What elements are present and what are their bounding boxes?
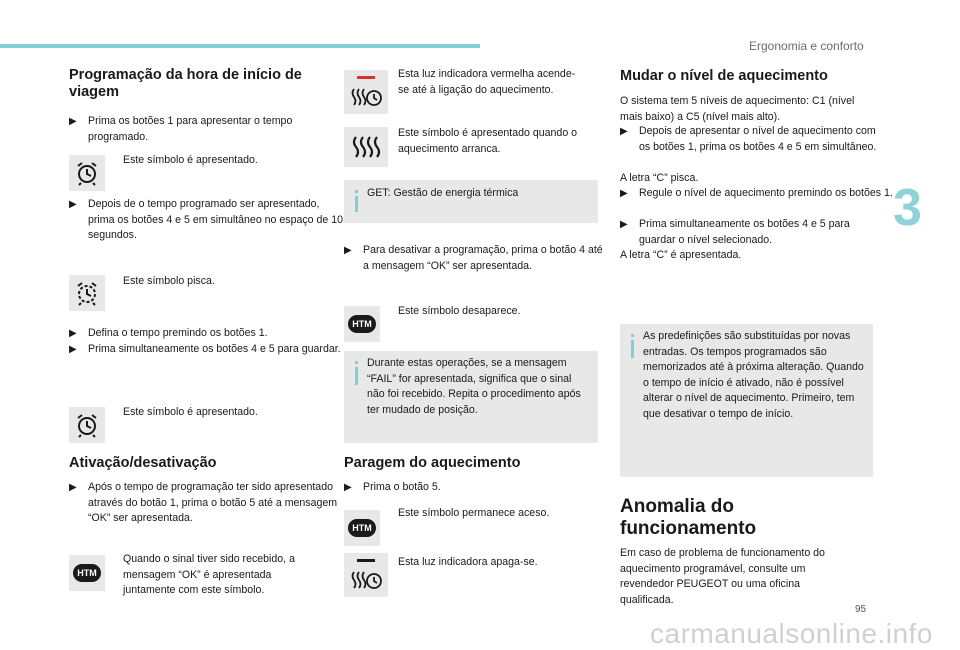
info-icon: [355, 367, 358, 385]
htm-icon: [344, 306, 380, 342]
heading-paragem: Paragem do aquecimento: [344, 455, 521, 471]
heating-waves-icon: [344, 127, 388, 167]
heading-programacao: Programação da hora de início de viagem: [69, 67, 302, 100]
heading-ativacao: Ativação/desativação: [69, 455, 217, 471]
clock-alarm-icon: [69, 407, 105, 443]
bullet-icon: ▶: [69, 199, 77, 210]
symbol-text-4: Quando o sinal tiver sido recebido, a mensagem “OK” é apresentada juntamente com este símbolo.: [123, 553, 295, 597]
bullet-icon: ▶: [620, 126, 628, 137]
info-icon: [355, 190, 358, 193]
clock-alarm-blink-icon: [69, 275, 105, 311]
info-icon: [355, 196, 358, 212]
info-icon: [355, 361, 358, 364]
symbol-text-5: Esta luz indicadora vermelha acende-se até à ligação do aquecimento.: [398, 68, 576, 96]
step-7: ▶ Prima o botão 5.: [344, 480, 603, 496]
header-accent-bar: [0, 44, 480, 48]
step-8: ▶ Depois de apresentar o nível de aquecimento com os botões 1, prima os botões 4 e 5 em simultâneo.: [620, 125, 877, 153]
symbol-text-3: Este símbolo é apresentado.: [123, 406, 258, 418]
symbol-text-2: Este símbolo pisca.: [123, 275, 215, 287]
htm-label: HTM: [348, 519, 376, 537]
info-box-predefinicoes: As predefinições são substituídas por novas entradas. Os tempos programados são memorizados até à próxima alteração. Quando o tempo de início é ativado, não é possível alterar o nível de aquecimento. Primeiro, tem que desativar o tempo de início.: [620, 324, 873, 477]
bullet-icon: ▶: [344, 245, 352, 256]
step-4: ▶ Prima simultaneamente os botões 4 e 5 para guardar.: [69, 342, 343, 358]
chapter-number: 3: [893, 179, 922, 237]
bullet-icon: ▶: [69, 116, 77, 127]
info-box-fail: Durante estas operações, se a mensagem “FAIL” for apresentada, significa que o sinal não foi recebido. Repita o procedimento após ter mudado de posição.: [344, 351, 598, 443]
bullet-icon: ▶: [69, 482, 77, 493]
bullet-icon: ▶: [344, 482, 352, 493]
htm-icon: [69, 555, 105, 591]
page-number: 95: [855, 604, 867, 615]
step-2: ▶ Depois de o tempo programado ser apresentado, prima os botões 4 e 5 em simultâneo no espaço de 10 segundos.: [69, 198, 343, 242]
heading-mudar-nivel: Mudar o nível de aquecimento: [620, 68, 828, 84]
step-6: ▶ Para desativar a programação, prima o botão 4 até a mensagem “OK” ser apresentada.: [344, 244, 603, 272]
step-10: ▶ Prima simultaneamente os botões 4 e 5 para guardar o nível selecionado.: [620, 218, 850, 246]
htm-icon: [344, 510, 380, 546]
paragraph-anomalia: Em caso de problema de funcionamento do aquecimento programável, consulte um revendedor PEUGEOT ou uma oficina qualificada.: [620, 547, 825, 606]
bullet-icon: ▶: [620, 219, 628, 230]
bullet-icon: ▶: [69, 344, 77, 355]
step-9: ▶ Regule o nível de aquecimento premindo os botões 1.: [620, 186, 894, 202]
section-title: Ergonomia e conforto: [749, 39, 864, 53]
info-box-get: GET: Gestão de energia térmica: [344, 180, 598, 223]
info-icon: [631, 340, 634, 358]
watermark: carmanualsonline.info: [650, 618, 933, 649]
heading-anomalia: Anomalia do funcionamento: [620, 496, 757, 539]
symbol-text-8: Este símbolo permanece aceso.: [398, 507, 550, 519]
clock-alarm-icon: [69, 155, 105, 191]
paragraph-levels: O sistema tem 5 níveis de aquecimento: C1 (nível mais baixo) a C5 (nível mais alto).: [620, 95, 855, 123]
paragraph-c-blinks: A letra “C” pisca.: [620, 172, 699, 184]
bullet-icon: ▶: [620, 188, 628, 199]
bullet-icon: ▶: [69, 328, 77, 339]
heating-timer-icon: [344, 553, 388, 597]
symbol-text-7: Este símbolo desaparece.: [398, 305, 521, 317]
htm-label: HTM: [73, 564, 101, 582]
step-3: ▶ Defina o tempo premindo os botões 1.: [69, 326, 343, 342]
htm-label: HTM: [348, 315, 376, 333]
info-icon: [631, 334, 634, 337]
symbol-text-1: Este símbolo é apresentado.: [123, 154, 258, 166]
step-5: ▶ Após o tempo de programação ter sido apresentado através do botão 1, prima o botão 5 até a mensagem “OK” ser apresentada.: [69, 481, 338, 525]
symbol-text-6: Este símbolo é apresentado quando o aquecimento arranca.: [398, 127, 578, 155]
paragraph-c-shown: A letra “C” é apresentada.: [620, 249, 742, 261]
symbol-text-9: Esta luz indicadora apaga-se.: [398, 556, 538, 568]
heating-timer-red-icon: [344, 70, 388, 114]
step-1: ▶ Prima os botões 1 para apresentar o tempo programado.: [69, 115, 293, 143]
